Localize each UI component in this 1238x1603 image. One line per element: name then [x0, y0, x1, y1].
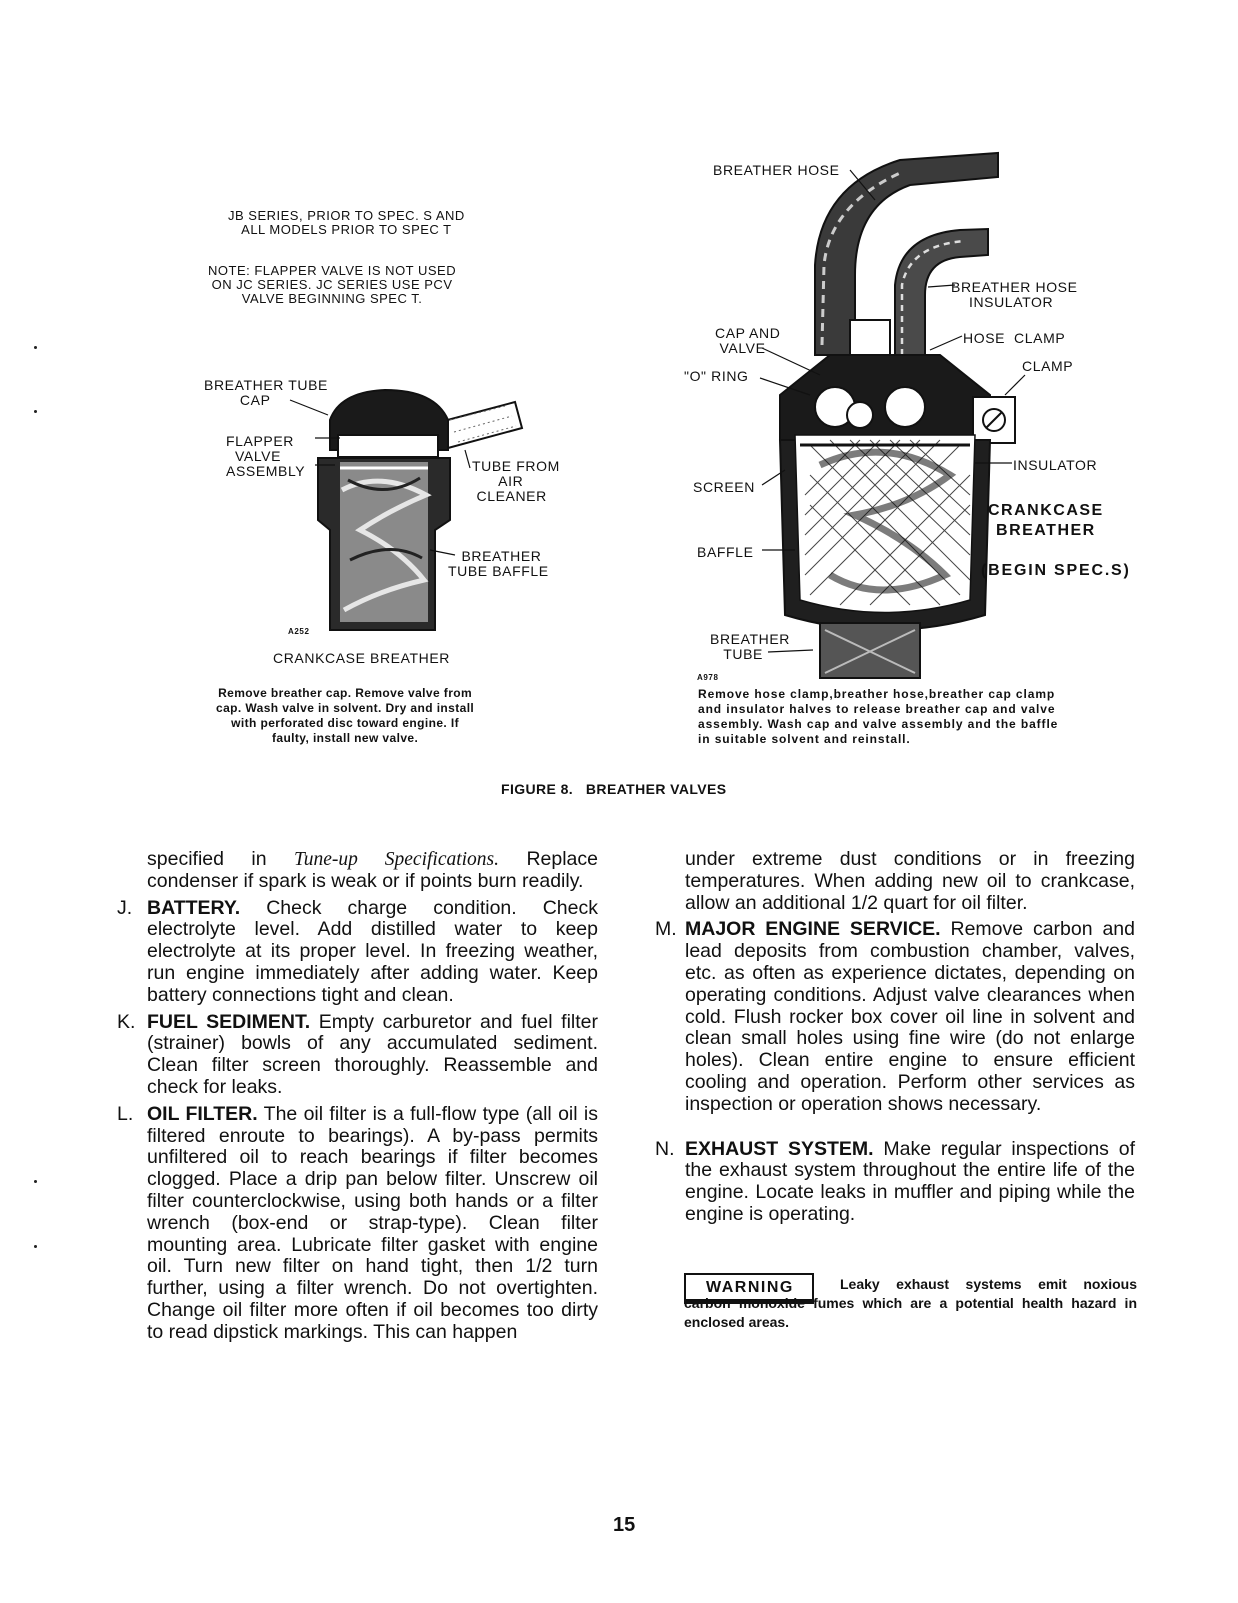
item-heading: BATTERY. [147, 896, 241, 919]
left-figure-title: CRANKCASE BREATHER [273, 650, 451, 666]
warning-label: WARNING [684, 1273, 814, 1304]
item-text: Make regular inspections of the exhaust system throughout the entire life of the engine. Locate leaks in muffler and piping while the engine is operating. [685, 1137, 1135, 1225]
flapper-note: NOTE: FLAPPER VALVE IS NOT USED ON JC SERIES. JC SERIES USE PCV VALVE BEGINNING SPEC T. [208, 263, 457, 306]
right-figure-subtitle: (BEGIN SPEC.S) [981, 562, 1131, 579]
label-tube-from-air-cleaner: TUBE FROM AIR CLEANER [472, 458, 560, 504]
label-hose-clamp: HOSE CLAMP [963, 330, 1066, 346]
intro-prefix: specified in [147, 848, 294, 870]
item-letter: K. [117, 1010, 136, 1033]
label-clamp: CLAMP [1022, 358, 1074, 374]
intro-suffix: Replace condenser if spark is weak or if points burn readily. [147, 848, 598, 892]
page-number: 15 [613, 1514, 636, 1536]
item-heading: FUEL SEDIMENT. [147, 1010, 311, 1033]
item-text: The oil filter is a full-flow type (all oil is filtered enroute to bearings). A by-pass permits unfiltered oil to reach bearings if filter becomes clogged. Place a drip pan below filter. Unscrew oil filter counterclockwise, using both hands or a filter wrench (box-end or strap-type). Clean filter mounting area. Lubricate filter gasket with engine oil. Turn new filter on hand tight, then 1/2 turn further, using a filter wrench. Do not overtighten. Change oil filter more often if oil becomes too dirty to read dipstick markings. This can happen [147, 1102, 598, 1343]
intro-paragraph [117, 849, 598, 893]
label-cap-and-valve: CAP AND VALVE [715, 325, 781, 356]
warning-text: Leaky exhaust systems emit noxious carbon monoxide fumes which are a potential health hazard in enclosed areas. [684, 1276, 1137, 1330]
right-column [655, 849, 1135, 1226]
scan-speck [34, 1180, 37, 1183]
label-breather-hose: BREATHER HOSE [713, 162, 840, 178]
item-text: Empty carburetor and fuel filter (strainer) bowls of any accumulated sediment. Clean filter screen thoroughly. Reassemble and check for leaks. [147, 1010, 598, 1098]
label-breather-tube: BREATHER TUBE [710, 631, 790, 662]
label-breather-tube-baffle: BREATHER TUBE BAFFLE [448, 548, 549, 579]
item-text: Remove carbon and lead deposits from combustion chamber, valves, etc. as often as experience dictates, depending on operating conditions. Adjust valve clearances when cold. Flush rocker box cover oil line in solvent and clean small holes using fine wire (do not enlarge holes). Clean entire engine to ensure efficient cooling and operation. Perform other services as inspection or operation shows necessary. [685, 918, 1135, 1115]
left-column [117, 849, 598, 1344]
right-figure-title: CRANKCASE BREATHER [988, 502, 1104, 539]
label-baffle: BAFFLE [697, 544, 754, 560]
label-breather-tube-cap: BREATHER TUBE CAP [204, 377, 328, 408]
label-screen: SCREEN [693, 479, 755, 495]
list-item-oil-filter [117, 1104, 598, 1344]
item-heading: EXHAUST SYSTEM. [685, 1137, 874, 1160]
right-figure-caption: Remove hose clamp,breather hose,breather cap clamp and insulator halves to release breather cap and valve assembly. Wash cap and valve assembly and the baffle in suitable solvent and reinstall. [698, 687, 1059, 746]
scan-speck [34, 1245, 37, 1248]
part-number-left: A252 [288, 627, 310, 636]
list-item-battery [117, 898, 598, 1007]
item-letter: N. [655, 1137, 675, 1160]
label-insulator: INSULATOR [1013, 457, 1098, 473]
label-o-ring: "O" RING [684, 368, 749, 384]
label-breather-hose-insulator: BREATHER HOSE INSULATOR [951, 279, 1078, 310]
right-leader-lines [680, 160, 1100, 680]
list-item-fuel-sediment [117, 1012, 598, 1099]
scan-speck [34, 410, 37, 413]
item-heading: MAJOR ENGINE SERVICE. [685, 918, 941, 941]
item-text: Check charge condition. Check electrolyte level. Add distilled water to keep electrolyte at its proper level. In freezing weather, run engine immediately after adding water. Keep battery connections tight and clean. [147, 896, 598, 1006]
item-letter: L. [117, 1102, 134, 1125]
continuation-paragraph: under extreme dust conditions or in freezing temperatures. When adding new oil to crankcase, allow an additional 1/2 quart for oil filter. [685, 848, 1135, 914]
list-item-exhaust-system [655, 1139, 1135, 1226]
tune-up-specifications-ref: Tune-up Specifications. [293, 849, 500, 870]
item-letter: J. [117, 896, 133, 919]
list-item-major-engine-service [655, 919, 1135, 1115]
label-flapper-valve: FLAPPER VALVE ASSEMBLY [226, 433, 306, 479]
part-number-right: A978 [697, 673, 719, 682]
left-figure-caption: Remove breather cap. Remove valve from cap. Wash valve in solvent. Dry and install with perforated disc toward engine. If faulty, install new valve. [216, 686, 475, 745]
series-note: JB SERIES, PRIOR TO SPEC. S AND ALL MODELS PRIOR TO SPEC T [228, 208, 465, 237]
scan-speck [34, 346, 37, 349]
item-letter: M. [655, 918, 677, 941]
item-heading: OIL FILTER. [147, 1102, 258, 1125]
figure-caption: FIGURE 8. BREATHER VALVES [501, 781, 727, 797]
